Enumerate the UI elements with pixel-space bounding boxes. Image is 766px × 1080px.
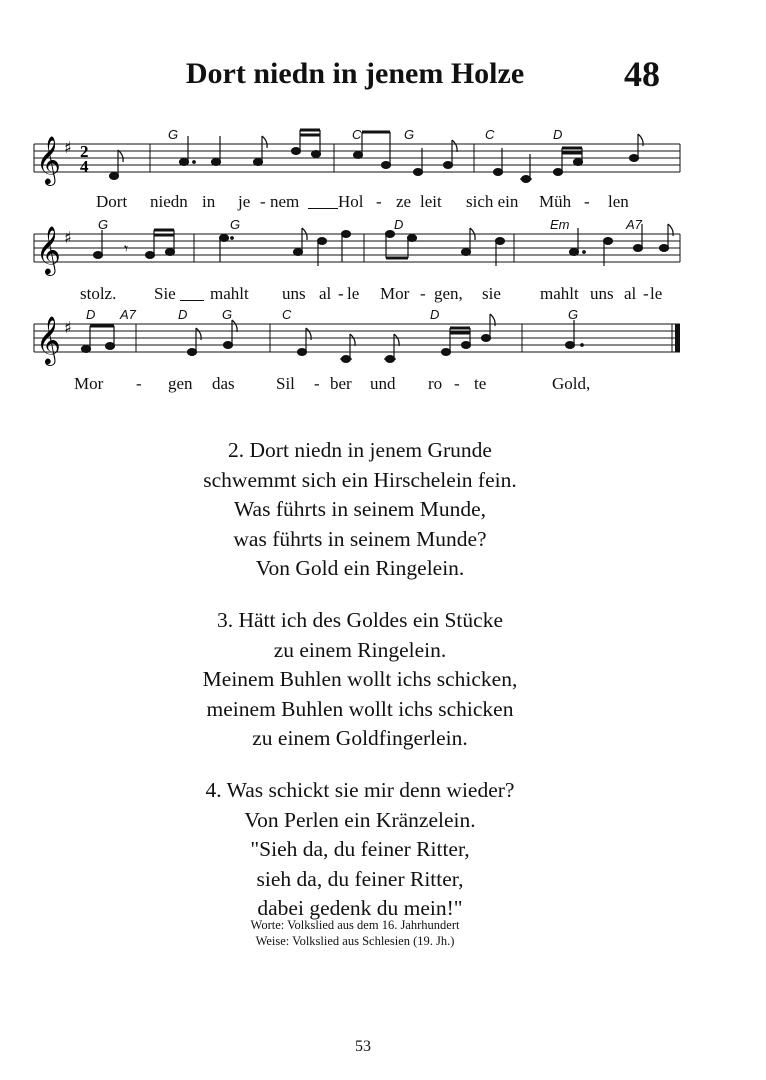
notes-system-2: [94, 224, 674, 266]
lyric-syllable: je: [238, 192, 251, 211]
verse-text: Dort niedn in jenem Grunde: [249, 438, 492, 462]
credit-words: Worte: Volkslied aus dem 16. Jahrhundert: [250, 918, 460, 932]
sharp-icon: ♯: [64, 318, 72, 337]
lyric-syllable: Dort: [96, 192, 128, 211]
lyric-syllable: leit: [420, 192, 442, 211]
song-title: Dort niedn in jenem Holze: [185, 57, 525, 90]
verse-line: Von Perlen ein Kränzelein.: [244, 807, 476, 832]
time-signature-top: 2: [80, 142, 89, 161]
lyric-syllable: stolz.: [80, 284, 117, 303]
final-barline: [675, 324, 680, 352]
lyric-syllable: -: [136, 374, 142, 393]
lyric-syllable: Gold,: [552, 374, 591, 393]
page-number: 53: [355, 1038, 371, 1055]
lyric-syllable: niedn: [150, 192, 188, 211]
lyric-syllable: Sie: [154, 284, 176, 303]
lyric-syllable: -: [584, 192, 590, 211]
chord-symbol: A7: [626, 217, 642, 232]
verse-text: Hätt ich des Goldes ein Stücke: [238, 607, 503, 632]
chord-symbol: G: [222, 307, 233, 322]
lyric-syllable: Müh: [539, 192, 572, 211]
verse-line: dabei gedenk du mein!": [257, 896, 463, 921]
lyric-syllable: -: [314, 374, 320, 393]
verse-number: 3.: [216, 607, 234, 632]
music-system-3: [34, 308, 690, 404]
chord-symbol: G: [404, 127, 415, 142]
verse-line: [110, 776, 610, 806]
lyric-syllable: le: [347, 284, 360, 303]
lyric-syllable: -: [376, 192, 382, 211]
chord-symbol: C: [352, 127, 362, 142]
chord-symbol: G: [230, 217, 241, 232]
lyric-syllable: nem: [270, 192, 300, 211]
verse-line: schwemmt sich ein Hirschelein fein.: [203, 467, 517, 492]
lyric-syllable: te: [474, 374, 487, 393]
verse-line: was führts in seinem Munde?: [233, 526, 487, 551]
verse-line: Meinem Buhlen wollt ichs schicken,: [202, 667, 518, 692]
verse-3: [110, 606, 610, 754]
lyric-syllable: -: [454, 374, 460, 393]
lyric-syllable: len: [608, 192, 629, 211]
verse-4: [110, 776, 610, 924]
verse-line: Was führts in seinem Munde,: [233, 497, 487, 522]
verse-line: sieh da, du feiner Ritter,: [256, 866, 464, 891]
staff-1: [34, 128, 690, 188]
lyric-syllable: ber: [330, 374, 352, 393]
lyric-syllable: uns: [590, 284, 614, 303]
extender-line: [180, 300, 204, 301]
treble-clef-icon: 𝄞: [36, 135, 61, 184]
lyric-syllable: -: [260, 192, 266, 211]
chord-symbol: C: [282, 307, 292, 322]
verse-line: zu einem Goldfingerlein.: [252, 726, 468, 751]
lyric-syllable: und: [370, 374, 396, 393]
chord-symbol: D: [430, 307, 440, 322]
svg-text:𝄾: 𝄾: [124, 241, 129, 258]
chord-symbol: D: [553, 127, 563, 142]
verses: [110, 436, 610, 924]
lyric-syllable: al: [624, 284, 637, 303]
verse-line: [110, 436, 610, 466]
music-system-1: [34, 128, 690, 224]
chord-symbol: D: [394, 217, 404, 232]
verse-text: Was schickt sie mir denn wieder?: [226, 777, 515, 802]
lyric-syllable: in: [202, 192, 216, 211]
lyric-syllable: uns: [282, 284, 306, 303]
treble-clef-icon: 𝄞: [36, 225, 61, 274]
lyric-syllable: gen: [168, 374, 193, 393]
extender-line: [308, 208, 338, 209]
lyric-syllable: Hol: [338, 192, 364, 211]
verse-line: zu einem Ringelein.: [273, 637, 447, 662]
time-signature-bottom: 4: [80, 157, 89, 176]
chord-symbol: D: [86, 307, 96, 322]
verse-number: 4.: [205, 777, 222, 802]
notes-system-1: [110, 127, 644, 182]
verse-line: [110, 606, 610, 636]
lyric-syllable: -: [420, 284, 426, 303]
chord-symbol: G: [168, 127, 179, 142]
lyric-syllable: ro: [428, 374, 443, 393]
chord-symbol: G: [98, 217, 109, 232]
sharp-icon: ♯: [64, 228, 72, 247]
chord-symbol: D: [178, 307, 188, 322]
lyric-syllable: al: [319, 284, 332, 303]
lyric-syllable: ze: [396, 192, 412, 211]
chord-symbol: C: [485, 127, 495, 142]
verse-line: meinem Buhlen wollt ichs schicken: [206, 696, 514, 721]
credit-melody: Weise: Volkslied aus Schlesien (19. Jh.): [255, 934, 455, 948]
verse-line: Von Gold ein Ringelein.: [255, 556, 465, 581]
chord-symbol: G: [568, 307, 579, 322]
music-system-2: [34, 218, 690, 314]
staff-2: [34, 218, 690, 278]
lyric-syllable: gen,: [434, 284, 463, 303]
lyric-syllable: -: [643, 284, 649, 303]
lyric-syllable: sich ein: [466, 192, 519, 211]
lyric-syllable: mahlt: [210, 284, 249, 303]
verse-2: [110, 436, 610, 584]
verse-line: "Sieh da, du feiner Ritter,: [250, 837, 470, 862]
verse-number: 2.: [228, 438, 245, 462]
credits: [180, 917, 530, 949]
sharp-icon: ♯: [64, 138, 72, 157]
chord-symbol: Em: [550, 217, 570, 232]
lyric-syllable: Sil: [276, 374, 295, 393]
lyric-syllable: Mor: [74, 374, 104, 393]
lyric-syllable: Mor: [380, 284, 410, 303]
lyric-syllable: sie: [482, 284, 501, 303]
song-number: 48: [624, 54, 660, 94]
lyric-syllable: das: [212, 374, 235, 393]
lyric-syllable: -: [338, 284, 344, 303]
lyric-syllable: mahlt: [540, 284, 579, 303]
lyric-syllable: le: [650, 284, 663, 303]
chord-symbol: A7: [120, 307, 136, 322]
treble-clef-icon: 𝄞: [36, 315, 61, 364]
